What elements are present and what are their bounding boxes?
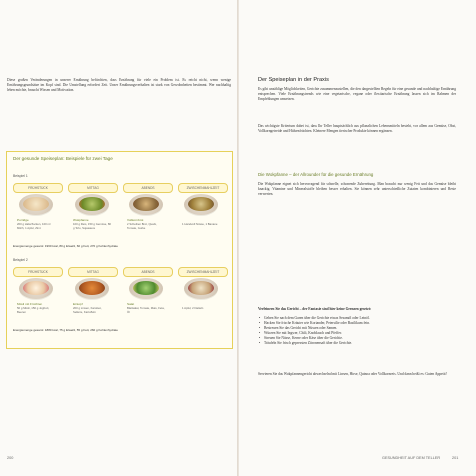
tip-2: • Hacken Sie frische Kräuter wie Koriander, Petersilie oder Basilikum fein.	[258, 321, 456, 326]
meal-header-abends-2: ABENDS	[123, 267, 173, 277]
meal-header-abends-1: ABENDS	[123, 183, 173, 193]
dish6-name: Eintopf	[73, 302, 83, 306]
example1-label: Beispiel 1	[13, 174, 28, 178]
tip-3: • Bestreuen Sie das Gericht mit Nüssen oder Samen.	[258, 326, 456, 331]
dish-snack2	[184, 278, 218, 299]
dish5-text: 50 g Müsli, 150 g Joghurt, Beeren	[17, 306, 50, 314]
list-heading: Verfeinern Sie das Gericht – der Fantasie sind hier keine Grenzen gesetzt:	[258, 307, 372, 311]
tip-1: • Geben Sie nach dem Garen über die Gerichte etwas Sesamöl oder Leinöl.	[258, 316, 456, 321]
day1-note: Energiemenge gesamt: 1960 kcal, 80 g Eiweiß, 60 g Fett, 270 g Kohlenhydrate	[13, 244, 118, 248]
dish-wokpfanne	[75, 194, 109, 215]
dish8-text: 1 Apfel, 2 Datteln	[182, 306, 204, 310]
tip-5: • Streuen Sie Nüsse, Kerne oder Käse über die Gerichte.	[258, 336, 456, 341]
left-intro-paragraph: Diese großen Veränderungen in unserer Ernährung befürchten, dass Ernährung für viele ein Problem ist. Es reicht nicht, wenn wenige Ernährungsgrundsätze im Kopf sind. Die Umstellung erfordert Zeit. Unser Ernährungsverhalten ist stark von Gewohnheiten bestimmt. Wer nachhaltig leben möchte, braucht Wissen und Motivation.	[7, 78, 231, 93]
chapter-label: GESUNDHEIT AUF DEM TELLER	[382, 456, 441, 460]
meal-headers-day1	[13, 183, 226, 191]
meal-header-mittag-2: MITTAG	[68, 267, 118, 277]
dish6-text: 200 g Linsen, Karotten, Sellerie, Kartoffeln	[73, 306, 102, 314]
right-title: Der Speiseplan in der Praxis	[258, 77, 329, 83]
page-number-right: 201	[452, 456, 459, 460]
dish-eintopf	[75, 278, 109, 299]
dish-porridge	[19, 194, 53, 215]
meal-headers-day2	[13, 267, 226, 275]
meal-header-mittag-1: MITTAG	[68, 183, 118, 193]
tip-4: • Würzen Sie mit Ingwer, Chili, Knoblauch und Pfeffer.	[258, 331, 456, 336]
dish3-text: 2 Scheiben Brot, Quark, Tomate, Gurke	[127, 222, 157, 230]
dish-salat	[129, 278, 163, 299]
day2-note: Energiemenge gesamt: 1880 kcal, 75 g Eiweiß, 55 g Fett, 260 g Kohlenhydrate	[13, 328, 118, 332]
dish4-text: 1 Handvoll Nüsse, 1 Banane	[182, 222, 218, 226]
closing-paragraph: Servieren Sie das Wokpfannengericht abwechselnd mit Linsen, Hirse, Quinoa oder Vollkornreis. Und dann heißt es: Guten Appetit!	[258, 372, 447, 376]
dish-muesli	[19, 278, 53, 299]
dish3-name: Vollkornbrot	[127, 218, 144, 222]
meal-header-fruehstueck-2: FRÜHSTÜCK	[13, 267, 63, 277]
box-title: Der gesunde Speiseplan: Beispiele für zwei Tage	[13, 156, 113, 161]
meal-header-zwischen-1: ZWISCHENMAHLZEIT	[178, 183, 228, 193]
meal-header-fruehstueck-1: FRÜHSTÜCK	[13, 183, 63, 193]
example2-label: Beispiel 2	[13, 258, 28, 262]
dish1-text: 200 g Haferflocken, 100 ml Milch, 1 Apfel, Zimt	[17, 222, 51, 230]
speiseplan-box	[6, 151, 233, 349]
page-number-left: 200	[7, 456, 14, 460]
dish7-text: Blattsalat, Tomate, Mais, Feta, Öl	[127, 306, 165, 314]
wok-text: Die Wokpfanne eignet sich hervorragend für schnelle, schonende Zubereitung. Man braucht nur wenig Fett und das Gemüse bleibt knackig. Vitamine und Mineralstoffe bleiben besser erhalten. Sie können sehr unterschiedliche Zutaten kombinieren und Reste verwerten.	[258, 182, 456, 197]
right-intro: Es gibt unzählige Möglichkeiten, Gerichte zusammenzustellen, die den dargestellten Regeln für eine gesunde und nachhaltige Ernährung entsprechen. Viele Ernährungstrends wie eine vegetarische, vegane oder flexitarische Ernährung lassen sich im Rahmen der Empfehlungen umsetzen.	[258, 87, 456, 102]
dish-vollkornbrot	[129, 194, 163, 215]
wok-heading: Die Wokpfanne – der Allrounder für die gesunde Ernährung	[258, 172, 374, 177]
dish-snack1	[184, 194, 218, 215]
tips-list	[258, 316, 456, 346]
right-page	[239, 0, 476, 476]
dish5-name: Müsli mit Früchten	[17, 302, 43, 306]
dish2-name: Wokpfanne	[73, 218, 89, 222]
dish2-text: 100 g Reis, 150 g Gemüse, 80 g Tofu, Sojasauce	[73, 222, 111, 230]
dish7-name: Salat	[127, 302, 135, 306]
right-body: Das wichtigste Kriterium dabei ist, dass Ihr Teller hauptsächlich aus pflanzlichen Lebensmitteln besteht, vor allem aus Gemüse, Obst, Vollkorngetreide und Hülsenfrüchten. Kleinere Mengen tierischer Produkte können ergänzen.	[258, 124, 456, 134]
dish1-name: Porridge	[17, 218, 29, 222]
tip-6: • Träufeln Sie frisch gepressten Zitronensaft über die Gerichte.	[258, 341, 456, 346]
meal-header-zwischen-2: ZWISCHENMAHLZEIT	[178, 267, 228, 277]
